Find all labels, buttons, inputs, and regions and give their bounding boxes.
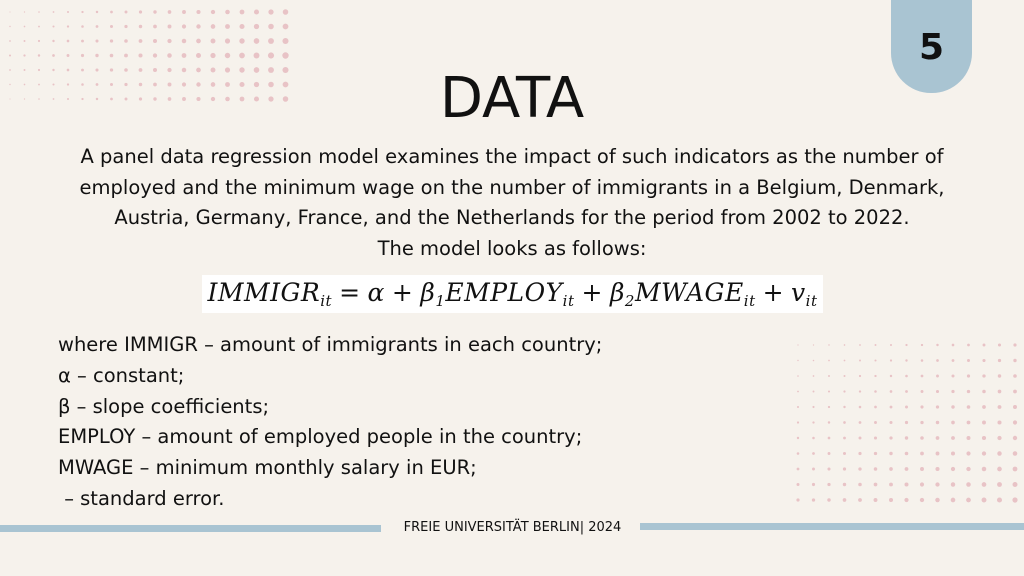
decorative-dot <box>982 482 987 487</box>
decorative-dot <box>239 24 244 29</box>
decorative-dot <box>921 375 924 378</box>
decorative-dot <box>797 391 799 393</box>
decorative-dot <box>905 406 908 409</box>
formula-lhs-sub: it <box>320 292 333 310</box>
decorative-dot <box>38 11 40 13</box>
intro-paragraph <box>40 142 984 264</box>
decorative-dot <box>797 437 799 439</box>
decorative-dot <box>905 452 909 456</box>
decorative-dot <box>153 39 157 43</box>
footer-text: FREIE UNIVERSITÄT BERLIN| 2024 <box>403 520 622 535</box>
decorative-dot <box>211 10 215 14</box>
decorative-dot <box>921 359 924 362</box>
decorative-dot <box>905 421 908 424</box>
decorative-dot <box>874 359 876 361</box>
decorative-dot <box>889 421 892 424</box>
decorative-dot <box>24 40 26 42</box>
decorative-dot <box>936 390 939 393</box>
decorative-dot <box>843 375 845 377</box>
decorative-dot <box>843 452 846 455</box>
decorative-dot <box>936 436 940 440</box>
variable-definitions <box>58 330 778 515</box>
decorative-dot <box>182 53 187 58</box>
decorative-dot <box>1013 359 1016 362</box>
decorative-dot <box>827 483 830 486</box>
decorative-dot <box>254 9 259 14</box>
decorative-dot <box>52 25 54 27</box>
decorative-dot <box>951 405 954 408</box>
decorative-dot <box>110 11 113 14</box>
decorative-dot <box>890 390 893 393</box>
decorative-dot <box>225 24 230 29</box>
decorative-dot <box>921 390 924 393</box>
decorative-dot <box>240 10 245 15</box>
decorative-dot <box>905 375 908 378</box>
decorative-dot <box>9 11 10 12</box>
decorative-dot <box>997 451 1001 455</box>
decorative-dot <box>935 498 939 502</box>
decorative-dot <box>1013 482 1018 487</box>
decorative-dot <box>38 54 40 56</box>
definition-item: MWAGE – minimum monthly salary in EUR; <box>58 456 477 480</box>
decorative-dot <box>889 452 892 455</box>
definition-item: β – slope coefficients; <box>58 394 270 418</box>
decorative-dot <box>997 497 1002 502</box>
regression-formula <box>202 275 823 313</box>
decorative-dot <box>982 405 986 409</box>
decorative-dot <box>813 375 815 377</box>
decorative-dot <box>983 344 986 347</box>
decorative-dot <box>1013 390 1017 394</box>
decorative-dot <box>124 54 128 58</box>
decorative-dot <box>211 39 216 44</box>
decorative-dot <box>124 25 127 28</box>
decorative-dot <box>874 483 878 487</box>
decorative-dot <box>110 54 114 58</box>
decorative-dot <box>283 24 289 30</box>
decorative-dot <box>843 421 846 424</box>
decorative-dot <box>268 38 274 44</box>
decorative-dot <box>889 498 893 502</box>
decorative-dots-bottom-right <box>790 335 1024 510</box>
decorative-dot <box>936 375 939 378</box>
decorative-dot <box>153 10 156 13</box>
decorative-dot <box>239 53 245 59</box>
decorative-dot <box>211 24 216 29</box>
decorative-dot <box>997 467 1002 472</box>
decorative-dot <box>905 344 907 346</box>
formula-employ: EMPLOY <box>445 278 563 307</box>
decorative-dot <box>1013 436 1017 440</box>
decorative-dot <box>282 52 288 58</box>
decorative-dot <box>967 374 970 377</box>
decorative-dot <box>9 40 11 42</box>
decorative-dot <box>997 420 1001 424</box>
decorative-dot <box>936 405 939 408</box>
decorative-dot <box>997 436 1001 440</box>
decorative-dot <box>951 374 954 377</box>
decorative-dot <box>168 25 172 29</box>
decorative-dot <box>153 53 157 57</box>
formula-beta1-sub: 1 <box>435 292 446 310</box>
decorative-dot <box>858 467 861 470</box>
decorative-dot <box>797 468 800 471</box>
decorative-dot <box>858 498 862 502</box>
decorative-dot <box>859 344 861 346</box>
decorative-dot <box>858 452 861 455</box>
decorative-dot <box>874 436 877 439</box>
decorative-dot <box>874 406 877 409</box>
decorative-dot <box>859 375 861 377</box>
decorative-dot <box>95 54 98 57</box>
decorative-dot <box>268 9 273 14</box>
decorative-dot <box>890 344 892 346</box>
decorative-dot <box>951 467 955 471</box>
decorative-dot <box>268 24 274 30</box>
definition-item: α – constant; <box>58 363 185 387</box>
formula-mwage: MWAGE <box>634 278 744 307</box>
decorative-dot <box>890 375 892 377</box>
decorative-dot <box>951 390 954 393</box>
decorative-dot <box>812 406 814 408</box>
intro-line: The model looks as follows: <box>377 236 647 260</box>
definition-item: – standard error. <box>58 486 225 510</box>
decorative-dot <box>952 344 955 347</box>
decorative-dot <box>53 11 55 13</box>
decorative-dot <box>196 39 201 44</box>
decorative-dot <box>225 10 230 15</box>
decorative-dot <box>38 40 40 42</box>
intro-line: employed and the minimum wage on the number of immigrants in a Belgium, Denmark, <box>79 175 945 199</box>
decorative-dot <box>951 421 955 425</box>
decorative-dot <box>67 40 70 43</box>
decorative-dot <box>951 482 955 486</box>
decorative-dot <box>812 452 815 455</box>
decorative-dot <box>952 359 955 362</box>
decorative-dot <box>797 452 800 455</box>
decorative-dot <box>874 421 877 424</box>
decorative-dot <box>951 451 955 455</box>
decorative-dot <box>95 39 98 42</box>
formula-employ-sub: it <box>562 292 575 310</box>
decorative-dot <box>982 390 986 394</box>
decorative-dot <box>167 39 171 43</box>
decorative-dot <box>843 498 847 502</box>
decorative-dot <box>998 405 1002 409</box>
formula-plus: + <box>581 278 603 307</box>
decorative-dot <box>889 436 892 439</box>
decorative-dot <box>797 360 798 361</box>
decorative-dot <box>967 344 970 347</box>
decorative-dot <box>283 9 289 15</box>
decorative-dot <box>225 53 230 58</box>
decorative-dot <box>81 40 84 43</box>
decorative-dot <box>812 437 815 440</box>
decorative-dot <box>998 359 1001 362</box>
decorative-dot <box>935 482 939 486</box>
decorative-dot <box>920 452 924 456</box>
decorative-dot <box>282 38 288 44</box>
decorative-dot <box>813 344 814 345</box>
decorative-dot <box>254 24 259 29</box>
formula-mwage-sub: it <box>743 292 756 310</box>
decorative-dot <box>828 406 830 408</box>
decorative-dot <box>138 53 142 57</box>
decorative-dot <box>827 467 830 470</box>
decorative-dot <box>905 436 908 439</box>
decorative-dot <box>196 10 200 14</box>
decorative-dot <box>859 360 861 362</box>
decorative-dot <box>81 25 84 28</box>
decorative-dot <box>1012 497 1017 502</box>
decorative-dot <box>920 405 923 408</box>
decorative-dot <box>843 390 845 392</box>
decorative-dot <box>23 54 25 56</box>
decorative-dot <box>110 25 113 28</box>
decorative-dot <box>1013 374 1017 378</box>
decorative-dot <box>110 39 113 42</box>
decorative-dot <box>874 498 878 502</box>
slide-title: DATA <box>439 66 585 131</box>
decorative-dot <box>225 38 230 43</box>
decorative-dot <box>254 38 260 44</box>
decorative-dot <box>966 498 971 503</box>
definition-item: where IMMIGR – amount of immigrants in each country; <box>58 333 603 356</box>
decorative-dot <box>843 437 846 440</box>
decorative-dot <box>890 359 892 361</box>
decorative-dot <box>905 467 909 471</box>
decorative-dot <box>125 11 128 14</box>
decorative-dot <box>998 374 1001 377</box>
decorative-dot <box>182 10 186 14</box>
decorative-dot <box>982 421 986 425</box>
decorative-dot <box>859 421 862 424</box>
decorative-dot <box>182 39 186 43</box>
decorative-dot <box>828 375 830 377</box>
decorative-dot <box>1013 467 1018 472</box>
decorative-dot <box>812 468 815 471</box>
decorative-dot <box>81 11 83 13</box>
decorative-dot <box>966 482 971 487</box>
decorative-dot <box>874 390 877 393</box>
footer-divider-left <box>0 525 381 532</box>
formula-v: v <box>791 278 806 307</box>
decorative-dot <box>828 344 829 345</box>
decorative-dot <box>52 54 55 57</box>
decorative-dot <box>9 55 11 57</box>
decorative-dot <box>139 39 143 43</box>
decorative-dot <box>124 39 128 43</box>
decorative-dot <box>96 11 98 13</box>
decorative-dot <box>904 498 908 502</box>
decorative-dot <box>797 375 799 377</box>
definition-item: EMPLOY – amount of employed people in the country; <box>58 425 583 449</box>
formula-expression <box>208 278 818 310</box>
decorative-dot <box>828 452 831 455</box>
decorative-dot <box>828 421 830 423</box>
decorative-dot <box>889 467 893 471</box>
decorative-dot <box>982 498 987 503</box>
decorative-dot <box>24 11 25 12</box>
decorative-dot <box>844 344 846 346</box>
decorative-dot <box>967 436 971 440</box>
decorative-dot <box>1013 343 1016 346</box>
decorative-dot <box>859 437 862 440</box>
decorative-dot <box>1013 420 1017 424</box>
formula-beta2: β <box>609 278 625 307</box>
decorative-dot <box>936 359 939 362</box>
decorative-dot <box>966 451 970 455</box>
decorative-dot <box>828 390 830 392</box>
decorative-dot <box>797 406 799 408</box>
decorative-dot <box>936 344 938 346</box>
decorative-dot <box>167 53 172 58</box>
decorative-dot <box>153 25 157 29</box>
decorative-dot <box>67 25 69 27</box>
decorative-dot <box>797 483 800 486</box>
decorative-dot <box>874 452 877 455</box>
decorative-dot <box>827 498 830 501</box>
decorative-dot <box>859 390 861 392</box>
decorative-dot <box>797 344 798 345</box>
formula-v-sub: it <box>805 292 818 310</box>
decorative-dot <box>905 359 907 361</box>
decorative-dot <box>920 467 924 471</box>
decorative-dot <box>982 359 985 362</box>
decorative-dot <box>982 436 986 440</box>
decorative-dot <box>843 406 845 408</box>
decorative-dot <box>813 391 815 393</box>
decorative-dot <box>889 483 893 487</box>
decorative-dot <box>812 421 814 423</box>
decorative-dot <box>813 360 815 362</box>
decorative-dot <box>67 11 69 13</box>
decorative-dot <box>935 467 939 471</box>
decorative-dot <box>38 26 40 28</box>
decorative-dot <box>796 498 799 501</box>
decorative-dot <box>997 482 1002 487</box>
decorative-dot <box>905 390 908 393</box>
decorative-dot <box>139 10 142 13</box>
formula-alpha: α <box>367 278 385 307</box>
decorative-dot <box>96 25 99 28</box>
page-number: 5 <box>918 27 945 68</box>
decorative-dot <box>812 498 815 501</box>
decorative-dot <box>998 343 1001 346</box>
formula-equals: = <box>339 278 361 307</box>
decorative-dot <box>920 421 923 424</box>
decorative-dot <box>998 390 1002 394</box>
decorative-dot <box>812 483 815 486</box>
formula-plus: + <box>391 278 414 307</box>
decorative-dot <box>920 482 924 486</box>
decorative-dot <box>920 436 924 440</box>
decorative-dot <box>67 54 70 57</box>
decorative-dot <box>828 437 831 440</box>
decorative-dot <box>52 40 54 42</box>
decorative-dot <box>168 10 172 14</box>
intro-line: Austria, Germany, France, and the Netherlands for the period from 2002 to 2022. <box>114 206 910 229</box>
decorative-dot <box>828 360 830 362</box>
decorative-dot <box>982 467 987 472</box>
decorative-dot <box>196 24 200 28</box>
decorative-dot <box>858 483 862 487</box>
decorative-dot <box>797 421 799 423</box>
intro-line: A panel data regression model examines the impact of such indicators as the number of <box>80 145 944 168</box>
decorative-dot <box>967 390 970 393</box>
decorative-dot <box>936 452 940 456</box>
decorative-dot <box>967 359 970 362</box>
decorative-dot <box>966 467 970 471</box>
decorative-dot <box>874 375 876 377</box>
decorative-dot <box>210 53 215 58</box>
formula-beta2-sub: 2 <box>624 292 635 310</box>
decorative-dot <box>905 483 909 487</box>
decorative-dot <box>843 483 846 486</box>
decorative-dot <box>139 25 142 28</box>
formula-lhs: IMMIGR <box>207 278 321 307</box>
decorative-dot <box>890 406 893 409</box>
decorative-dot <box>951 436 955 440</box>
decorative-dot <box>936 421 939 424</box>
decorative-dot <box>920 498 924 502</box>
decorative-dot <box>967 405 971 409</box>
decorative-dot <box>982 374 985 377</box>
decorative-dot <box>239 38 244 43</box>
decorative-dot <box>844 360 846 362</box>
decorative-dot <box>254 53 260 59</box>
decorative-dot <box>875 344 877 346</box>
decorative-dot <box>268 52 274 58</box>
decorative-dot <box>982 451 986 455</box>
decorative-dot <box>951 498 956 503</box>
formula-beta1: β <box>420 278 436 307</box>
decorative-dot <box>196 53 201 58</box>
decorative-dot <box>967 421 971 425</box>
formula-plus: + <box>762 278 785 307</box>
decorative-dot <box>874 467 878 471</box>
decorative-dot <box>843 467 846 470</box>
decorative-dot <box>81 54 84 57</box>
decorative-dot <box>24 26 26 28</box>
decorative-dot <box>1013 451 1018 456</box>
decorative-dot <box>182 24 186 28</box>
decorative-dot <box>9 26 10 27</box>
footer-divider-right <box>640 523 1024 530</box>
decorative-dot <box>921 344 923 346</box>
decorative-dot <box>1013 405 1017 409</box>
decorative-dot <box>859 406 862 409</box>
